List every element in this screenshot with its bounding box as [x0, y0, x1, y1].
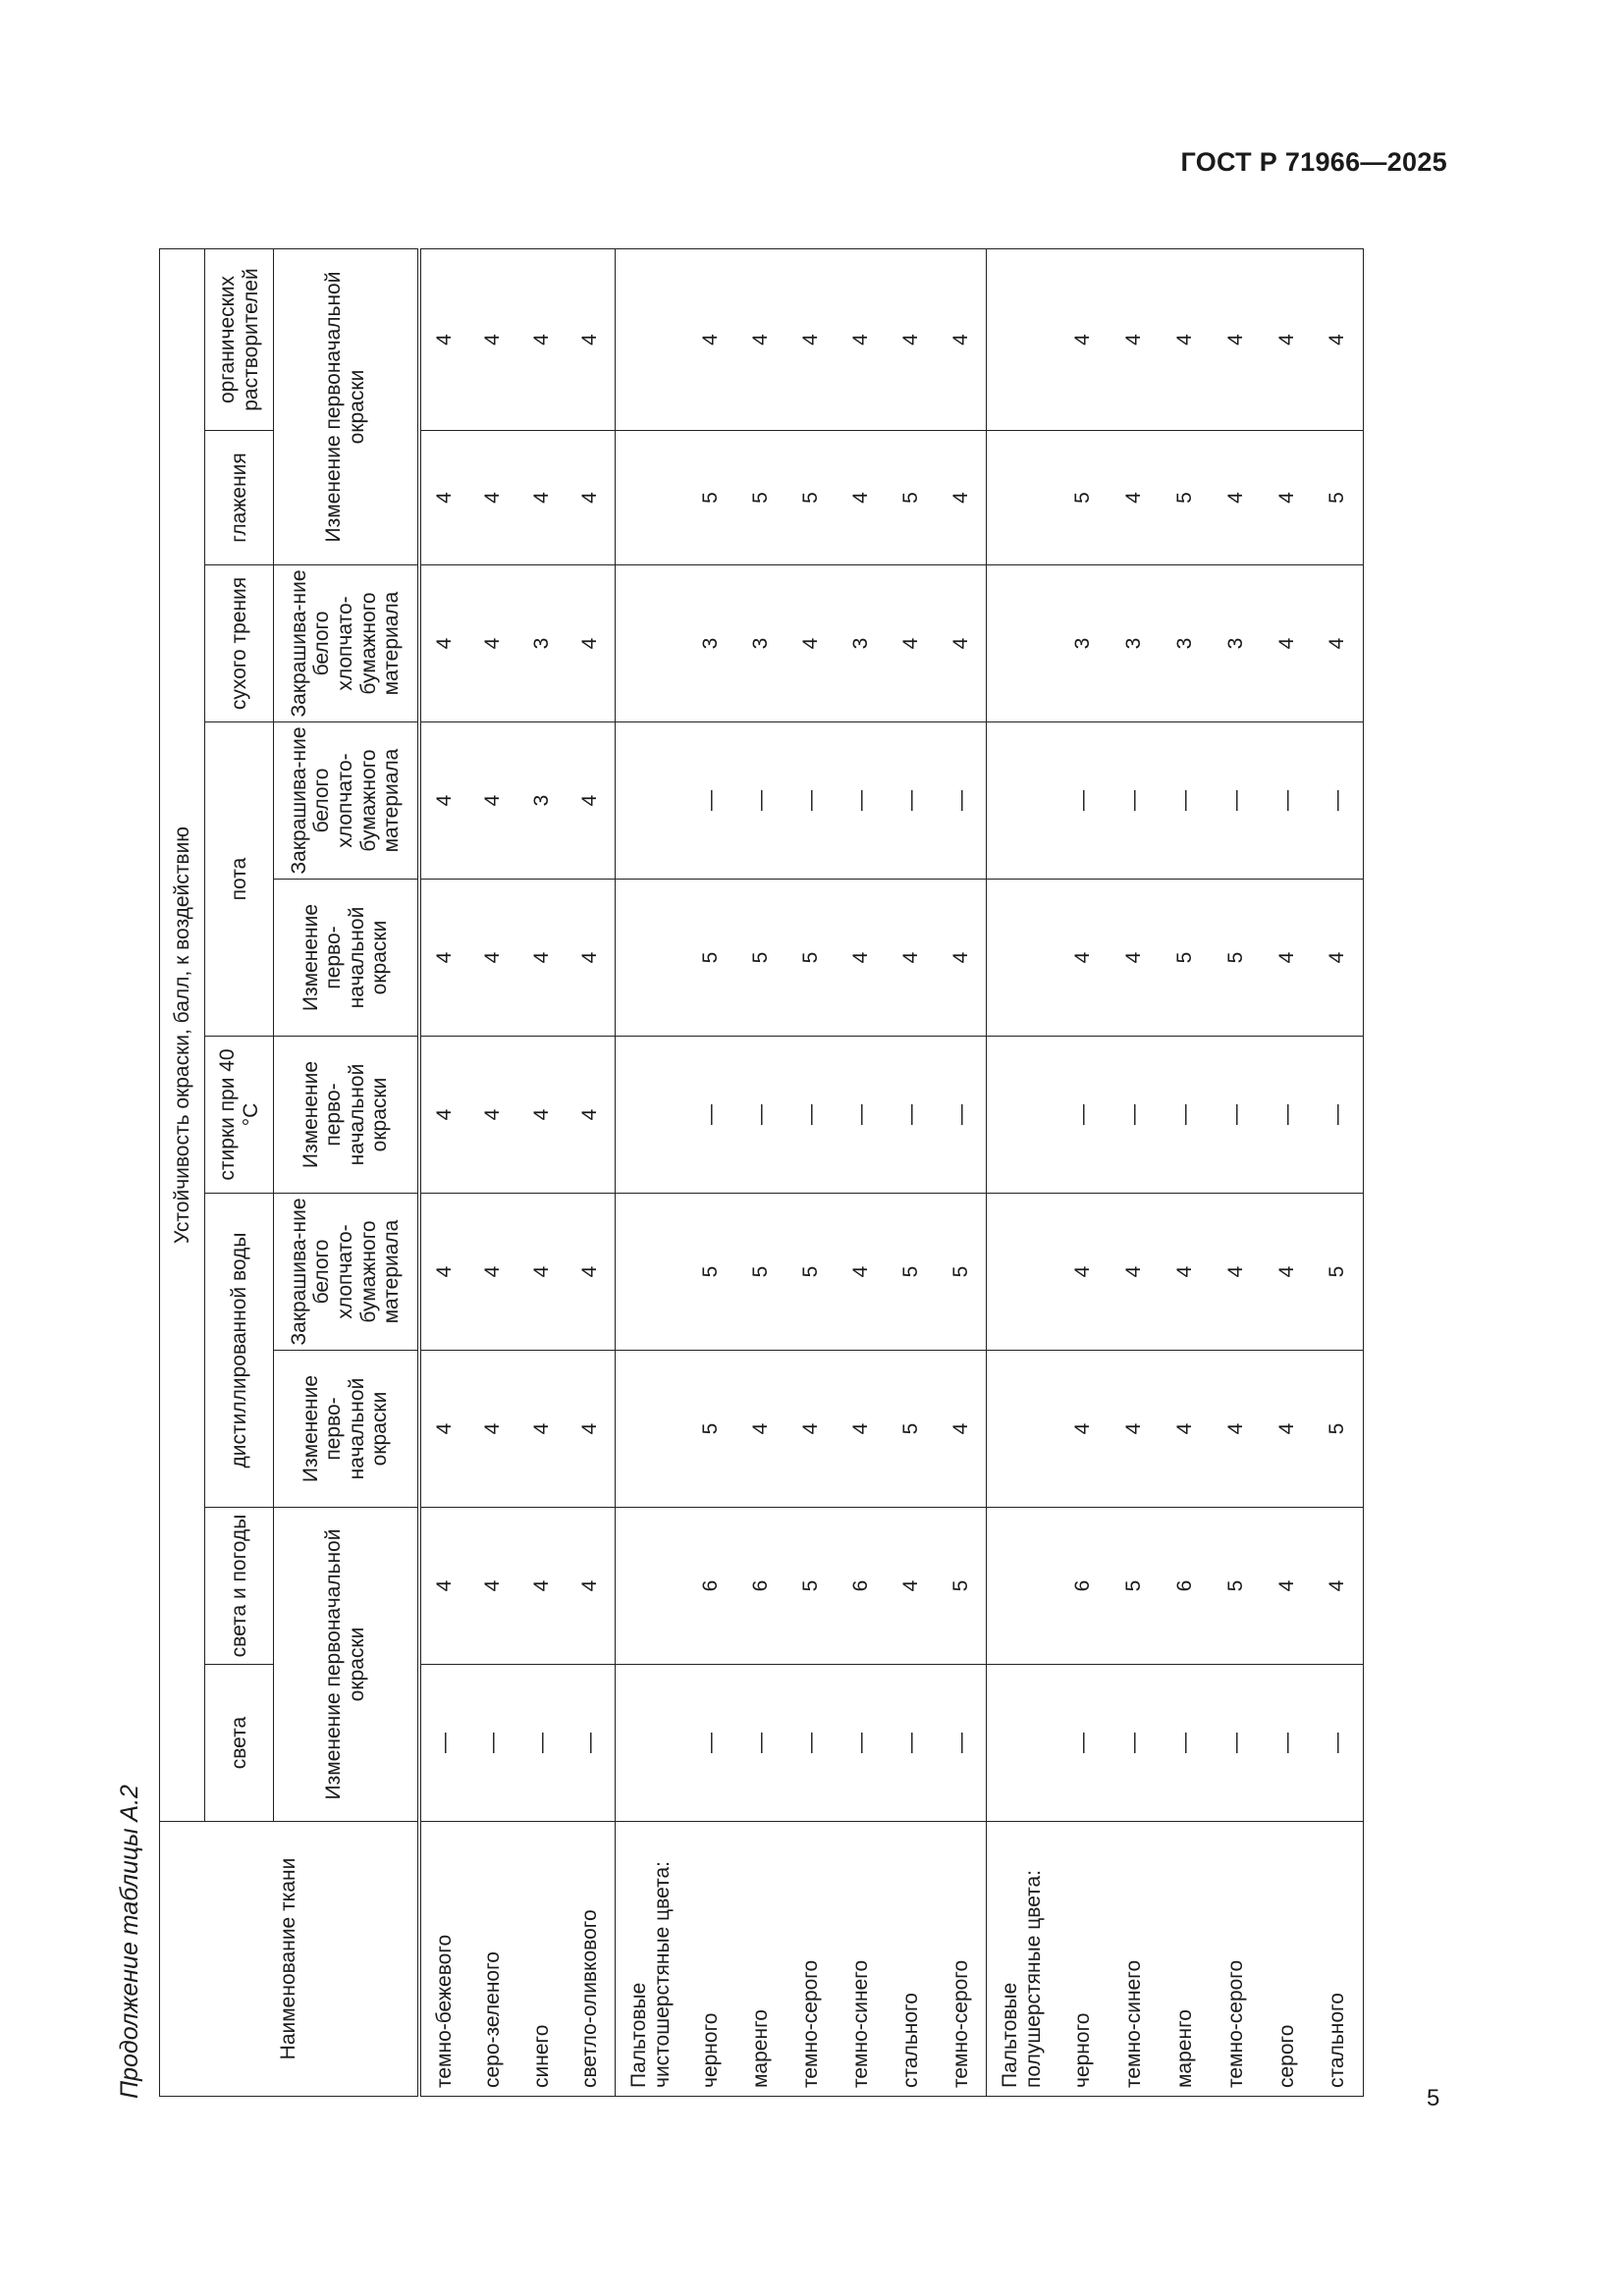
cell: 4 — [1211, 431, 1262, 565]
super-header: Устойчивость окраски, балл, к воздействию — [160, 248, 205, 1821]
cell: — — [1262, 1665, 1313, 1822]
cell: 4 — [1211, 248, 1262, 430]
cell: 3 — [686, 565, 736, 722]
cell: — — [937, 1037, 987, 1194]
cell: 4 — [786, 565, 837, 722]
cell: — — [1057, 1665, 1109, 1822]
sub-izm-sveta: Изменение первоначальной окраски — [274, 1508, 419, 1822]
cell: 5 — [686, 431, 736, 565]
col-header-name: Наименование ткани — [160, 1822, 419, 2097]
table-row — [686, 248, 736, 2096]
cell: — — [736, 1665, 786, 1822]
cell: — — [419, 1665, 468, 1822]
col-group-glazheniya: глажения — [205, 431, 274, 565]
cell: 4 — [736, 248, 786, 430]
cell: — — [1262, 722, 1313, 880]
cell: 5 — [1313, 1194, 1364, 1351]
table-row — [468, 248, 517, 2096]
section-title: Пальтовые чистошерстяные цвета: — [616, 1822, 686, 2097]
table-row — [837, 248, 887, 2096]
fabric-name: стального — [887, 1822, 937, 2097]
table-row — [1211, 248, 1262, 2096]
cell: 4 — [468, 1508, 517, 1665]
fabric-name: серого — [1262, 1822, 1313, 2097]
fabric-name: темно-серого — [937, 1822, 987, 2097]
cell: 5 — [786, 880, 837, 1037]
table-row — [419, 248, 468, 2096]
cell: — — [468, 1665, 517, 1822]
sub-izm-glazh-rastv: Изменение первоначальной окраски — [274, 248, 419, 564]
fabric-name: маренго — [1160, 1822, 1211, 2097]
cell: 5 — [887, 1194, 937, 1351]
cell: 4 — [937, 431, 987, 565]
cell: — — [567, 1665, 616, 1822]
cell: — — [887, 722, 937, 880]
cell: 4 — [887, 880, 937, 1037]
cell: 4 — [887, 248, 937, 430]
cell: — — [686, 1037, 736, 1194]
cell: 4 — [419, 880, 468, 1037]
cell: — — [517, 1665, 567, 1822]
cell: 4 — [1160, 1351, 1211, 1508]
cell: — — [1160, 722, 1211, 880]
cell: 4 — [517, 1194, 567, 1351]
table-row — [517, 248, 567, 2096]
table-row — [887, 248, 937, 2096]
sub-izm-pota: Изменение перво-начальной окраски — [274, 880, 419, 1037]
cell: 4 — [1262, 880, 1313, 1037]
sub-zakr-treniya: Закрашива-ние белого хлопчато-бумажного материала — [274, 565, 419, 722]
cell: 5 — [686, 1351, 736, 1508]
cell: 6 — [1160, 1508, 1211, 1665]
cell: 4 — [419, 1194, 468, 1351]
cell: — — [837, 722, 887, 880]
cell: 4 — [419, 722, 468, 880]
fabric-name: темно-синего — [1109, 1822, 1160, 2097]
cell: — — [937, 1665, 987, 1822]
cell: — — [937, 722, 987, 880]
cell: — — [837, 1665, 887, 1822]
cell: — — [686, 1665, 736, 1822]
cell: 4 — [419, 248, 468, 430]
cell: 3 — [1211, 565, 1262, 722]
cell: 3 — [1160, 565, 1211, 722]
cell: — — [1109, 1665, 1160, 1822]
cell: 5 — [1313, 1351, 1364, 1508]
cell: 4 — [468, 722, 517, 880]
cell: — — [1109, 1037, 1160, 1194]
cell: 4 — [517, 431, 567, 565]
colorfastness-table — [159, 248, 1364, 2097]
cell: — — [1160, 1037, 1211, 1194]
cell: 4 — [567, 722, 616, 880]
cell: 4 — [1262, 431, 1313, 565]
cell: 4 — [1109, 880, 1160, 1037]
cell: 4 — [517, 248, 567, 430]
cell: 4 — [419, 431, 468, 565]
cell: 5 — [887, 1351, 937, 1508]
cell: — — [1313, 1037, 1364, 1194]
cell: 4 — [786, 248, 837, 430]
fabric-name: темно-синего — [837, 1822, 887, 2097]
table-row — [937, 248, 987, 2096]
cell: — — [1313, 722, 1364, 880]
table-row — [567, 248, 616, 2096]
table-row — [1262, 248, 1313, 2096]
cell: — — [837, 1037, 887, 1194]
cell: 5 — [1313, 431, 1364, 565]
table-caption: Продолжение таблицы А.2 — [116, 1785, 143, 2099]
cell: 4 — [1211, 1194, 1262, 1351]
cell: 5 — [937, 1508, 987, 1665]
cell: — — [1211, 1037, 1262, 1194]
cell: — — [1211, 1665, 1262, 1822]
cell: 4 — [567, 1508, 616, 1665]
fabric-name: стального — [1313, 1822, 1364, 2097]
cell: 4 — [1160, 248, 1211, 430]
fabric-name: маренго — [736, 1822, 786, 2097]
cell: 4 — [1109, 1351, 1160, 1508]
cell: 5 — [1160, 880, 1211, 1037]
section-title-row — [987, 248, 1057, 2096]
section-title: Пальтовые полушерстяные цвета: — [987, 1822, 1057, 2097]
cell: — — [1057, 1037, 1109, 1194]
cell: 5 — [1109, 1508, 1160, 1665]
col-group-sveta-pogody: света и погоды — [205, 1508, 274, 1665]
cell: 4 — [837, 880, 887, 1037]
cell: 4 — [937, 880, 987, 1037]
section-title-row — [616, 248, 686, 2096]
cell: — — [786, 722, 837, 880]
col-group-sveta: света — [205, 1665, 274, 1822]
cell: 3 — [1057, 565, 1109, 722]
cell: 4 — [1262, 1351, 1313, 1508]
cell: 4 — [1057, 1351, 1109, 1508]
cell: 4 — [517, 1351, 567, 1508]
cell: 3 — [517, 722, 567, 880]
cell: 4 — [1211, 1351, 1262, 1508]
table-row — [1057, 248, 1109, 2096]
cell: — — [686, 722, 736, 880]
cell: 4 — [937, 248, 987, 430]
cell: 5 — [786, 1508, 837, 1665]
cell: — — [786, 1665, 837, 1822]
cell: 4 — [419, 1508, 468, 1665]
cell: 5 — [686, 880, 736, 1037]
cell: 5 — [937, 1194, 987, 1351]
cell: 4 — [837, 1351, 887, 1508]
cell: 4 — [837, 431, 887, 565]
document-header: ГОСТ Р 71966—2025 — [1180, 147, 1447, 177]
cell: 4 — [1160, 1194, 1211, 1351]
cell: — — [1211, 722, 1262, 880]
cell: 3 — [736, 565, 786, 722]
cell: — — [736, 722, 786, 880]
cell: 4 — [567, 1194, 616, 1351]
cell: 3 — [1109, 565, 1160, 722]
cell: 4 — [937, 565, 987, 722]
cell: 4 — [468, 1194, 517, 1351]
cell: 5 — [887, 431, 937, 565]
cell: 5 — [786, 431, 837, 565]
cell: 5 — [686, 1194, 736, 1351]
cell: 4 — [686, 248, 736, 430]
cell: 5 — [786, 1194, 837, 1351]
cell: 4 — [1262, 1194, 1313, 1351]
cell: 4 — [1109, 1194, 1160, 1351]
col-group-pota: пота — [205, 722, 274, 1037]
fabric-name: темно-бежевого — [419, 1822, 468, 2097]
fabric-name: черного — [1057, 1822, 1109, 2097]
cell: 3 — [837, 565, 887, 722]
cell: 4 — [1262, 248, 1313, 430]
fabric-name: темно-серого — [1211, 1822, 1262, 2097]
sub-zakr-pota: Закрашива-ние белого хлопчато-бумажного материала — [274, 722, 419, 880]
cell: 4 — [1313, 248, 1364, 430]
cell: 4 — [517, 1508, 567, 1665]
sub-izm-voda: Изменение перво-начальной окраски — [274, 1351, 419, 1508]
cell: 4 — [1057, 1194, 1109, 1351]
cell: 4 — [419, 565, 468, 722]
cell: 5 — [736, 1194, 786, 1351]
cell: 4 — [1109, 248, 1160, 430]
table-row — [1313, 248, 1364, 2096]
cell: 4 — [1057, 248, 1109, 430]
cell: 4 — [1057, 880, 1109, 1037]
cell: — — [786, 1037, 837, 1194]
cell: — — [887, 1665, 937, 1822]
cell: 4 — [786, 1351, 837, 1508]
cell: 4 — [1262, 565, 1313, 722]
cell: 6 — [736, 1508, 786, 1665]
sub-zakr-voda: Закрашива-ние белого хлопчато-бумажного материала — [274, 1194, 419, 1351]
cell: 5 — [1160, 431, 1211, 565]
cell: — — [736, 1037, 786, 1194]
cell: 4 — [1313, 880, 1364, 1037]
cell: 5 — [736, 431, 786, 565]
fabric-name: светло-оливкового — [567, 1822, 616, 2097]
cell: 4 — [468, 1037, 517, 1194]
cell: 5 — [1057, 431, 1109, 565]
cell: 4 — [517, 1037, 567, 1194]
cell: 4 — [567, 880, 616, 1037]
fabric-name: темно-серого — [786, 1822, 837, 2097]
cell: 5 — [1211, 880, 1262, 1037]
cell: 4 — [937, 1351, 987, 1508]
cell: 4 — [468, 248, 517, 430]
cell: 4 — [419, 1351, 468, 1508]
cell: — — [1313, 1665, 1364, 1822]
col-group-stirka: стирки при 40 °С — [205, 1037, 274, 1194]
cell: 4 — [1313, 1508, 1364, 1665]
cell: 4 — [837, 248, 887, 430]
cell: 4 — [1262, 1508, 1313, 1665]
sub-izm-stirka: Изменение перво-начальной окраски — [274, 1037, 419, 1194]
fabric-name: черного — [686, 1822, 736, 2097]
cell: 5 — [1211, 1508, 1262, 1665]
cell: 6 — [837, 1508, 887, 1665]
cell: — — [887, 1037, 937, 1194]
table-row — [1160, 248, 1211, 2096]
col-group-rastvoriteli: органических растворителей — [205, 248, 274, 430]
cell: 4 — [736, 1351, 786, 1508]
cell: 4 — [567, 431, 616, 565]
cell: 4 — [567, 1351, 616, 1508]
rotated-page-content — [116, 18, 1540, 2099]
cell: 4 — [468, 565, 517, 722]
page-number: 5 — [1427, 2085, 1440, 2111]
cell: 6 — [686, 1508, 736, 1665]
cell: 4 — [837, 1194, 887, 1351]
cell: 4 — [468, 431, 517, 565]
cell: 4 — [1313, 565, 1364, 722]
cell: 4 — [567, 565, 616, 722]
cell: — — [1109, 722, 1160, 880]
cell: — — [1057, 722, 1109, 880]
col-group-dist-voda: дистиллированной воды — [205, 1194, 274, 1508]
cell: 4 — [1109, 431, 1160, 565]
cell: 6 — [1057, 1508, 1109, 1665]
cell: 4 — [468, 880, 517, 1037]
cell: 4 — [517, 880, 567, 1037]
cell: 4 — [567, 248, 616, 430]
cell: 5 — [736, 880, 786, 1037]
table-row — [736, 248, 786, 2096]
fabric-name: синего — [517, 1822, 567, 2097]
table-row — [786, 248, 837, 2096]
cell: — — [1262, 1037, 1313, 1194]
cell: 4 — [887, 1508, 937, 1665]
cell: 3 — [517, 565, 567, 722]
cell: 4 — [419, 1037, 468, 1194]
col-group-treniya: сухого трения — [205, 565, 274, 722]
cell: 4 — [468, 1351, 517, 1508]
cell: 4 — [887, 565, 937, 722]
table-row — [1109, 248, 1160, 2096]
cell: 4 — [567, 1037, 616, 1194]
cell: — — [1160, 1665, 1211, 1822]
fabric-name: серо-зеленого — [468, 1822, 517, 2097]
